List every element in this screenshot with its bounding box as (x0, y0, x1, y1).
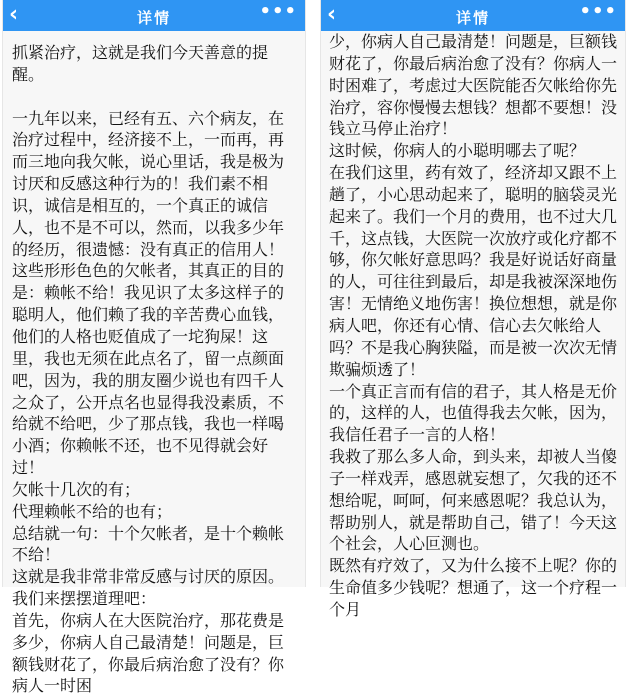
article-text: 抓紧治疗，这就是我们今天善意的提醒。 一九年以来，已经有五、六个病友，在治疗过程中，经济接不上，一而再，再而三地向我欠帐，说心里话，我是极为讨厌和反感这种行为的！我们素不相识，诚信是相互的，一个真正的诚信人，也不是不可以，然而，以我多少年的经历，很遗憾：没有真正的信用人！这些形形色色的欠帐者，其真正的目的是：赖帐不给！我见识了太多这样子的聪明人，他们赖了我的辛苦费心血钱，他们的人格也贬值成了一坨狗屎！这里，我也无须在此点名了，留一点颜面吧，因为，我的朋友圈少说也有四千人之众了，公开点名也显得我没素质，不给就不给吧，少了那点钱，我也一样喝小酒；你赖帐不还，也不见得就会好过！ 欠帐十几次的有； 代理赖帐不给的也有； 总结就一句：十个欠帐者，是十个赖帐不给！ 这就是我非常非常反感与讨厌的原因。 我们来摆摆道理吧： 首先，你病人在大医院治疗，那花费是多少，你病人自己最清楚！问题是，巨额钱财花了，你最后病治愈了没有？你病人一时困 (12, 43, 285, 696)
back-icon[interactable]: ‹ (327, 2, 337, 27)
top-bar (3, 0, 305, 31)
left-screenshot (2, 0, 306, 696)
page-title: 详情 (455, 9, 490, 27)
page-title: 详情 (136, 9, 171, 27)
more-icon[interactable]: ••• (259, 1, 297, 22)
article-content[interactable] (321, 31, 625, 619)
article-content[interactable] (3, 31, 305, 696)
back-icon[interactable]: ‹ (9, 2, 19, 27)
top-bar (321, 0, 625, 31)
article-text: 少，你病人自己最清楚！问题是，巨额钱财花了，你最后病治愈了没有？你病人一时困难了，考虑过大医院能否欠帐给你先治疗，容你慢慢去想钱？想都不要想！没钱立马停止治疗！ 这时候，你病人的小聪明哪去了呢？ 在我们这里，药有效了，经济却又跟不上趟了，小心思动起来了，聪明的脑袋灵光起来了。我们一个月的费用，也不过大几千，这点钱，大医院一次放疗或化疗都不够，你欠帐好意思吗？我是好说话好商量的人，可往往到最后，却是我被深深地伤害！无情绝义地伤害！换位想想，就是你病人吧，你还有心情、信心去欠帐给人吗？不是我心胸狭隘，而是被一次次无情欺骗烦透了！ 一个真正言而有信的君子，其人格是无价的，这样的人，也值得我去欠帐，因为，我信任君子一言的人格！ 我救了那么多人命，到头来，却被人当傻子一样戏弄，感恩就妄想了，欠我的还不想给呢，呵呵，何来感恩呢？我总认为，帮助别人，就是帮助自己，错了！今天这个社会，人心叵测也。 既然有疗效了，又为什么接不上呢？你的生命值多少钱呢？想通了，这一个疗程一个月 (329, 32, 618, 619)
more-icon[interactable]: ••• (579, 1, 617, 22)
right-screenshot (320, 0, 626, 619)
